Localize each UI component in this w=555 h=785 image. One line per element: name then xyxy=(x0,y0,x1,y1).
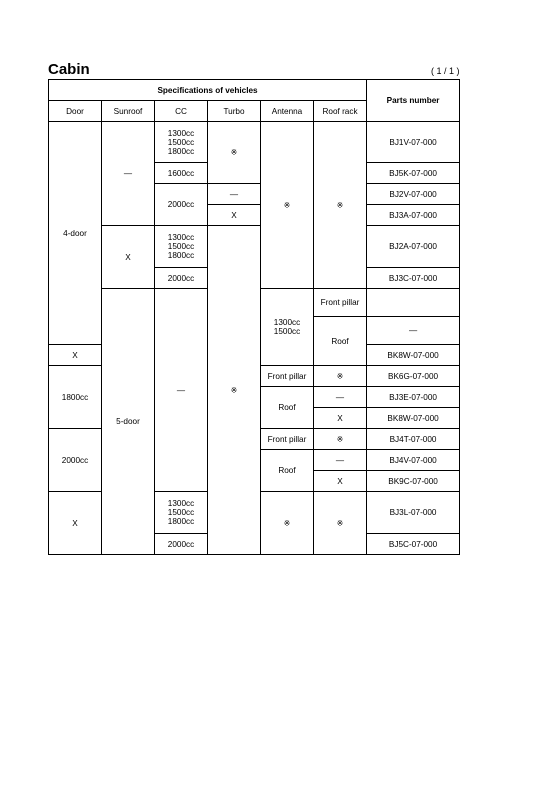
roof-rack-cell: ※ xyxy=(314,492,367,555)
sunroof-cell: X xyxy=(102,226,155,289)
roof-rack-cell: X xyxy=(49,345,102,366)
column-header-turbo: Turbo xyxy=(208,101,261,122)
roof-rack-cell: — xyxy=(367,317,460,345)
header-row xyxy=(49,80,460,101)
parts-table xyxy=(48,79,460,555)
roof-rack-cell: X xyxy=(314,471,367,492)
page-title: Cabin xyxy=(48,61,90,78)
roof-rack-cell xyxy=(367,289,460,317)
antenna-cell: ※ xyxy=(261,122,314,289)
part-number-cell: BJ4V-07-000 xyxy=(367,450,460,471)
roof-rack-cell: — xyxy=(314,387,367,408)
part-number-cell: BJ2V-07-000 xyxy=(367,184,460,205)
cc-cell: 1300cc 1500cc 1800cc xyxy=(155,226,208,268)
parts-number-header: Parts number xyxy=(367,80,460,122)
antenna-cell: Front pillar xyxy=(261,366,314,387)
sunroof-cell: — xyxy=(102,122,155,226)
sunroof-cell: — xyxy=(155,289,208,492)
column-header-sunroof: Sunroof xyxy=(102,101,155,122)
table-row xyxy=(49,226,460,268)
roof-rack-cell: ※ xyxy=(314,122,367,289)
roof-rack-cell: — xyxy=(314,450,367,471)
antenna-cell: Front pillar xyxy=(314,289,367,317)
roof-rack-cell: X xyxy=(314,408,367,429)
turbo-cell: X xyxy=(208,205,261,226)
turbo-cell: — xyxy=(208,184,261,205)
part-number-cell: BK9C-07-000 xyxy=(367,471,460,492)
part-number-cell: BJ5K-07-000 xyxy=(367,163,460,184)
column-header-roof-rack: Roof rack xyxy=(314,101,367,122)
part-number-cell: BK6G-07-000 xyxy=(367,366,460,387)
antenna-cell: Roof xyxy=(261,450,314,492)
cc-cell: 1300cc 1500cc 1800cc xyxy=(155,122,208,163)
turbo-cell: ※ xyxy=(208,226,261,555)
turbo-cell: ※ xyxy=(208,122,261,184)
part-number-cell: BK8W-07-000 xyxy=(367,408,460,429)
door-cell: 4-door xyxy=(49,122,102,345)
cc-cell: 1800cc xyxy=(49,366,102,429)
part-number-cell: BJ3A-07-000 xyxy=(367,205,460,226)
column-header-antenna: Antenna xyxy=(261,101,314,122)
part-number-cell: BJ2A-07-000 xyxy=(367,226,460,268)
part-number-cell: BK8W-07-000 xyxy=(367,345,460,366)
cc-cell: 1600cc xyxy=(155,163,208,184)
part-number-cell: BJ4T-07-000 xyxy=(367,429,460,450)
roof-rack-cell: ※ xyxy=(314,429,367,450)
page-indicator: ( 1 / 1 ) xyxy=(431,66,460,76)
part-number-cell: BJ5C-07-000 xyxy=(367,534,460,555)
antenna-cell: ※ xyxy=(261,492,314,555)
cc-cell: 2000cc xyxy=(155,534,208,555)
part-number-cell: BJ1V-07-000 xyxy=(367,122,460,163)
part-number-cell: BJ3E-07-000 xyxy=(367,387,460,408)
cc-cell: 1300cc 1500cc 1800cc xyxy=(155,492,208,534)
antenna-cell: Front pillar xyxy=(261,429,314,450)
column-header-door: Door xyxy=(49,101,102,122)
cc-cell: 1300cc 1500cc xyxy=(261,289,314,366)
roof-rack-cell: ※ xyxy=(314,366,367,387)
part-number-cell: BJ3L-07-000 xyxy=(367,492,460,534)
table-row xyxy=(49,122,460,163)
column-header-cc: CC xyxy=(155,101,208,122)
antenna-cell: Roof xyxy=(314,317,367,366)
cc-cell: 2000cc xyxy=(49,429,102,492)
door-cell: 5-door xyxy=(102,289,155,555)
sunroof-cell: X xyxy=(49,492,102,555)
cc-cell: 2000cc xyxy=(155,184,208,226)
specifications-header: Specifications of vehicles xyxy=(49,80,367,101)
part-number-cell: BJ3C-07-000 xyxy=(367,268,460,289)
antenna-cell: Roof xyxy=(261,387,314,429)
cc-cell: 2000cc xyxy=(155,268,208,289)
